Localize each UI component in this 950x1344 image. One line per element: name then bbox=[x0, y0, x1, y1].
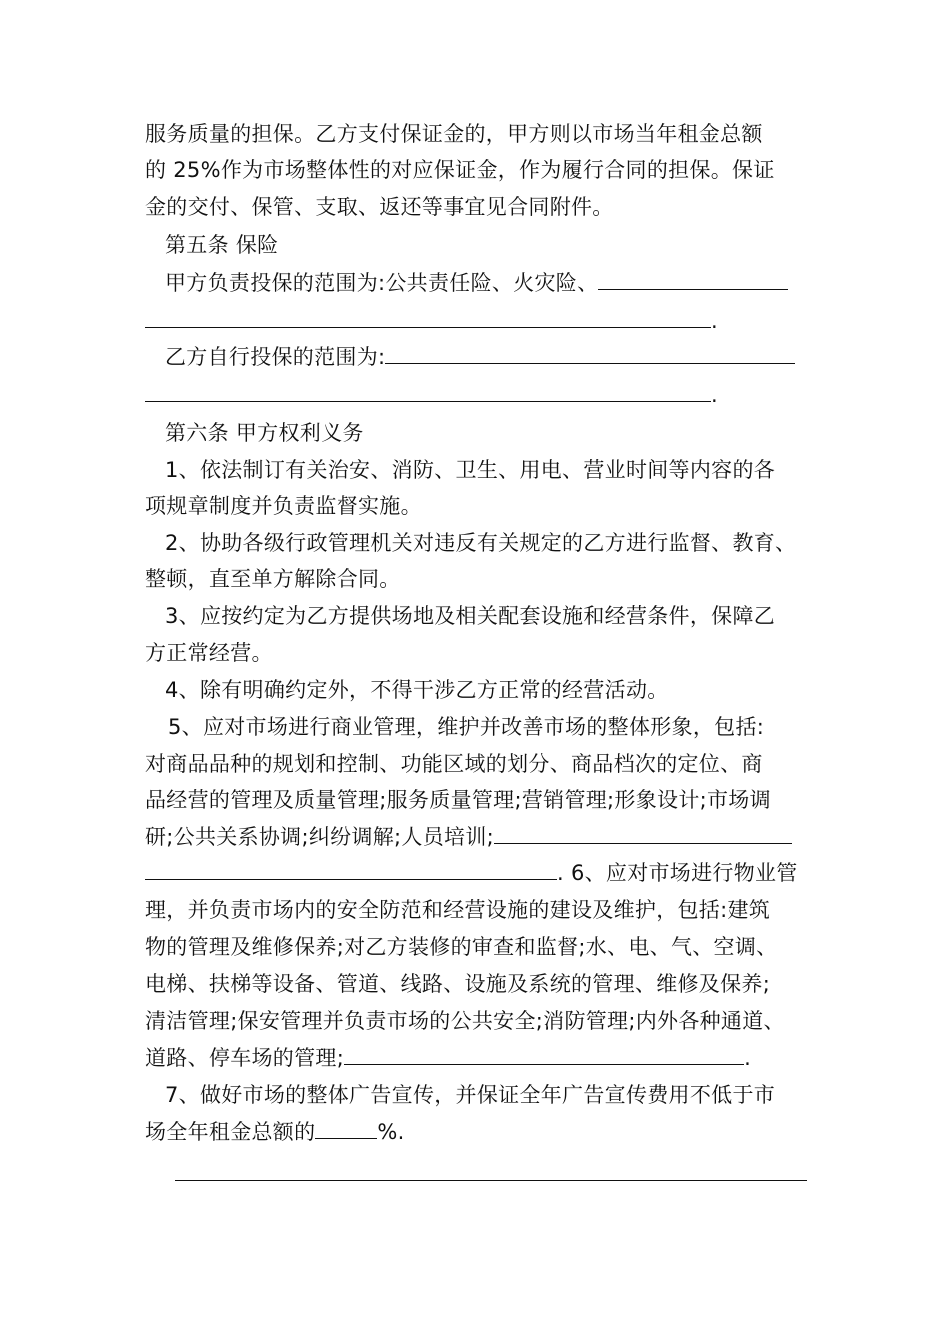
text: . bbox=[711, 383, 718, 407]
text: 对商品品种的规划和控制、功能区域的划分、商品档次的定位、商 bbox=[145, 752, 763, 776]
paragraph-line bbox=[145, 822, 792, 852]
text: . bbox=[744, 1046, 752, 1070]
section-heading bbox=[165, 418, 364, 448]
text: 项规章制度并负责监督实施。 bbox=[145, 494, 422, 518]
text: 3、应按约定为乙方提供场地及相关配套设施和经营条件，保障乙 bbox=[165, 604, 776, 628]
paragraph-line bbox=[168, 712, 764, 742]
paragraph-line bbox=[145, 192, 614, 222]
text: 场全年租金总额的 bbox=[145, 1120, 316, 1144]
paragraph-line bbox=[145, 785, 771, 815]
paragraph-line bbox=[165, 1080, 775, 1110]
fill-in-blank[interactable] bbox=[145, 380, 711, 402]
text: 电梯、扶梯等设备、管道、线路、设施及系统的管理、维修及保养; bbox=[145, 972, 771, 996]
text: . bbox=[711, 309, 718, 333]
section-heading bbox=[165, 230, 278, 260]
text: 物的管理及维修保养;对乙方装修的审查和监督;水、电、气、空调、 bbox=[145, 935, 778, 959]
text: 研;公共关系协调;纠纷调解;人员培训; bbox=[145, 825, 494, 849]
text: 2、协助各级行政管理机关对违反有关规定的乙方进行监督、教育、 bbox=[165, 531, 797, 555]
fill-in-blank[interactable] bbox=[175, 1180, 807, 1181]
paragraph-line bbox=[165, 455, 775, 485]
text: 1、依法制订有关治安、消防、卫生、用电、营业时间等内容的各 bbox=[165, 458, 776, 482]
paragraph-line bbox=[145, 306, 718, 336]
paragraph-line bbox=[145, 1043, 751, 1073]
text: 金的交付、保管、支取、返还等事宜见合同附件。 bbox=[145, 195, 614, 219]
text: 品经营的管理及质量管理;服务质量管理;营销管理;形象设计;市场调 bbox=[145, 788, 771, 812]
fill-in-blank[interactable] bbox=[598, 268, 788, 290]
fill-in-blank[interactable] bbox=[385, 342, 795, 364]
text: 7、做好市场的整体广告宣传，并保证全年广告宣传费用不低于市 bbox=[165, 1083, 776, 1107]
paragraph-line bbox=[145, 119, 763, 149]
text: 服务质量的担保。乙方支付保证金的，甲方则以市场当年租金总额 bbox=[145, 122, 763, 146]
heading-text: 第六条 甲方权利义务 bbox=[165, 421, 364, 445]
text: 方正常经营。 bbox=[145, 641, 273, 665]
text: . 6、应对市场进行物业管 bbox=[557, 861, 798, 885]
paragraph-line bbox=[165, 342, 795, 372]
paragraph-line bbox=[165, 601, 775, 631]
text: 整顿，直至单方解除合同。 bbox=[145, 567, 401, 591]
paragraph-line bbox=[145, 491, 422, 521]
fill-in-blank[interactable] bbox=[145, 858, 557, 880]
text: 5、应对市场进行商业管理，维护并改善市场的整体形象，包括: bbox=[168, 715, 765, 739]
text: %. bbox=[377, 1120, 405, 1144]
fill-in-blank[interactable] bbox=[494, 822, 792, 844]
text: 理，并负责市场内的安全防范和经营设施的建设及维护，包括:建筑 bbox=[145, 898, 771, 922]
paragraph-line bbox=[165, 675, 669, 705]
paragraph-line bbox=[145, 1006, 785, 1036]
paragraph-line bbox=[145, 1117, 405, 1147]
text: 清洁管理;保安管理并负责市场的公共安全;消防管理;内外各种通道、 bbox=[145, 1009, 785, 1033]
text: 的 25%作为市场整体性的对应保证金，作为履行合同的担保。保证 bbox=[145, 158, 775, 182]
paragraph-line bbox=[145, 858, 798, 888]
text: 道路、停车场的管理; bbox=[145, 1046, 345, 1070]
text: 4、除有明确约定外，不得干涉乙方正常的经营活动。 bbox=[165, 678, 669, 702]
paragraph-line bbox=[165, 528, 796, 558]
paragraph-line bbox=[145, 155, 775, 185]
paragraph-line bbox=[145, 380, 718, 410]
text: 甲方负责投保的范围为:公共责任险、火灾险、 bbox=[165, 271, 599, 295]
paragraph-line bbox=[145, 749, 763, 779]
fill-in-blank[interactable] bbox=[315, 1117, 377, 1139]
paragraph-line bbox=[145, 564, 401, 594]
paragraph-line bbox=[145, 638, 273, 668]
heading-text: 第五条 保险 bbox=[165, 233, 279, 257]
paragraph-line bbox=[145, 969, 770, 999]
paragraph-line bbox=[145, 932, 777, 962]
text: 乙方自行投保的范围为: bbox=[165, 345, 386, 369]
fill-in-blank[interactable] bbox=[344, 1043, 744, 1065]
paragraph-line bbox=[165, 268, 788, 298]
paragraph-line bbox=[145, 895, 770, 925]
fill-in-blank[interactable] bbox=[145, 306, 711, 328]
